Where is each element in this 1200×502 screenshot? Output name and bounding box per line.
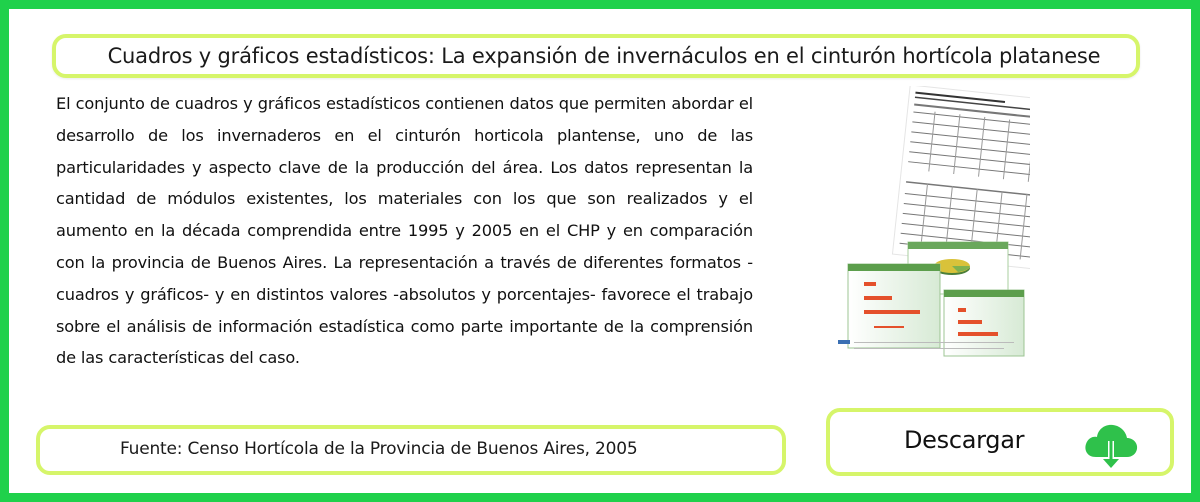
cloud-download-icon [1082, 419, 1140, 471]
download-label: Descargar [904, 426, 1025, 454]
source-text: Fuente: Censo Hortícola de la Provincia de Buenos Aires, 2005 [120, 439, 638, 459]
document-preview-icon [834, 86, 1030, 386]
page-title: Cuadros y gráficos estadísticos: La expansión de invernáculos en el cinturón hortícola platanese [107, 44, 1101, 68]
source-box [36, 425, 786, 475]
description-text: El conjunto de cuadros y gráficos estadísticos contienen datos que permiten abordar el desarrollo de los invernaderos en el cinturón horticola plantense, uno de las particularidades y aspecto clave de la producción del área. Los datos representan la cantidad de módulos existentes, los materiales con los que son realizados y el aumento en la década comprendida entre 1995 y 2005 en el CHP y en comparación con la provincia de Buenos Aires. La representación a través de diferentes formatos -cuadros y gráficos- y en distintos valores -absolutos y porcentajes- favorece el trabajo sobre el análisis de información estadística como parte importante de la comprensión de las características del caso. [56, 94, 753, 368]
download-button[interactable] [826, 408, 1174, 476]
title-box [52, 34, 1140, 78]
